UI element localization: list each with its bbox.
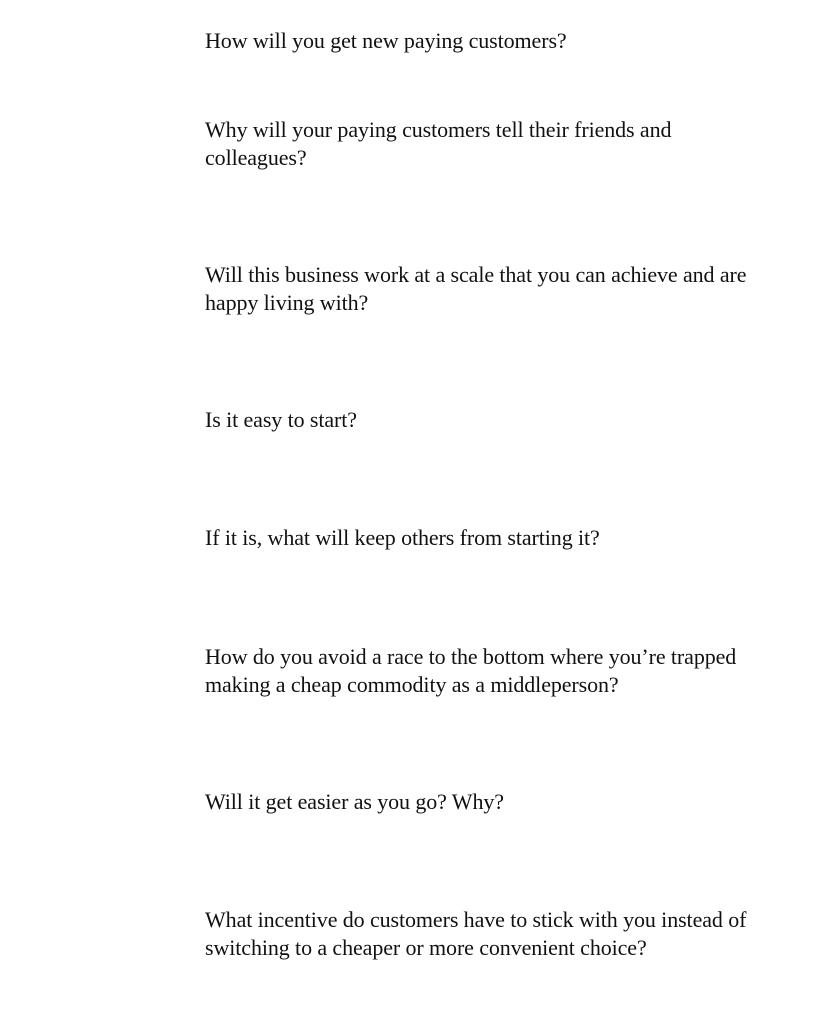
question-referrals: Why will your paying customers tell their friends and colleagues? <box>205 117 672 170</box>
question-race-to-bottom: How do you avoid a race to the bottom where you’re trapped making a cheap commodity as a middleperson? <box>205 644 737 697</box>
question-new-customers: How will you get new paying customers? <box>205 28 567 53</box>
question-competitors: If it is, what will keep others from starting it? <box>205 525 600 550</box>
question-customer-retention: What incentive do customers have to stick with you instead of switching to a cheaper or more convenient choice? <box>205 907 747 960</box>
question-scale: Will this business work at a scale that you can achieve and are happy living with? <box>205 262 747 315</box>
question-easier-over-time: Will it get easier as you go? Why? <box>205 789 504 814</box>
question-easy-to-start: Is it easy to start? <box>205 407 357 432</box>
